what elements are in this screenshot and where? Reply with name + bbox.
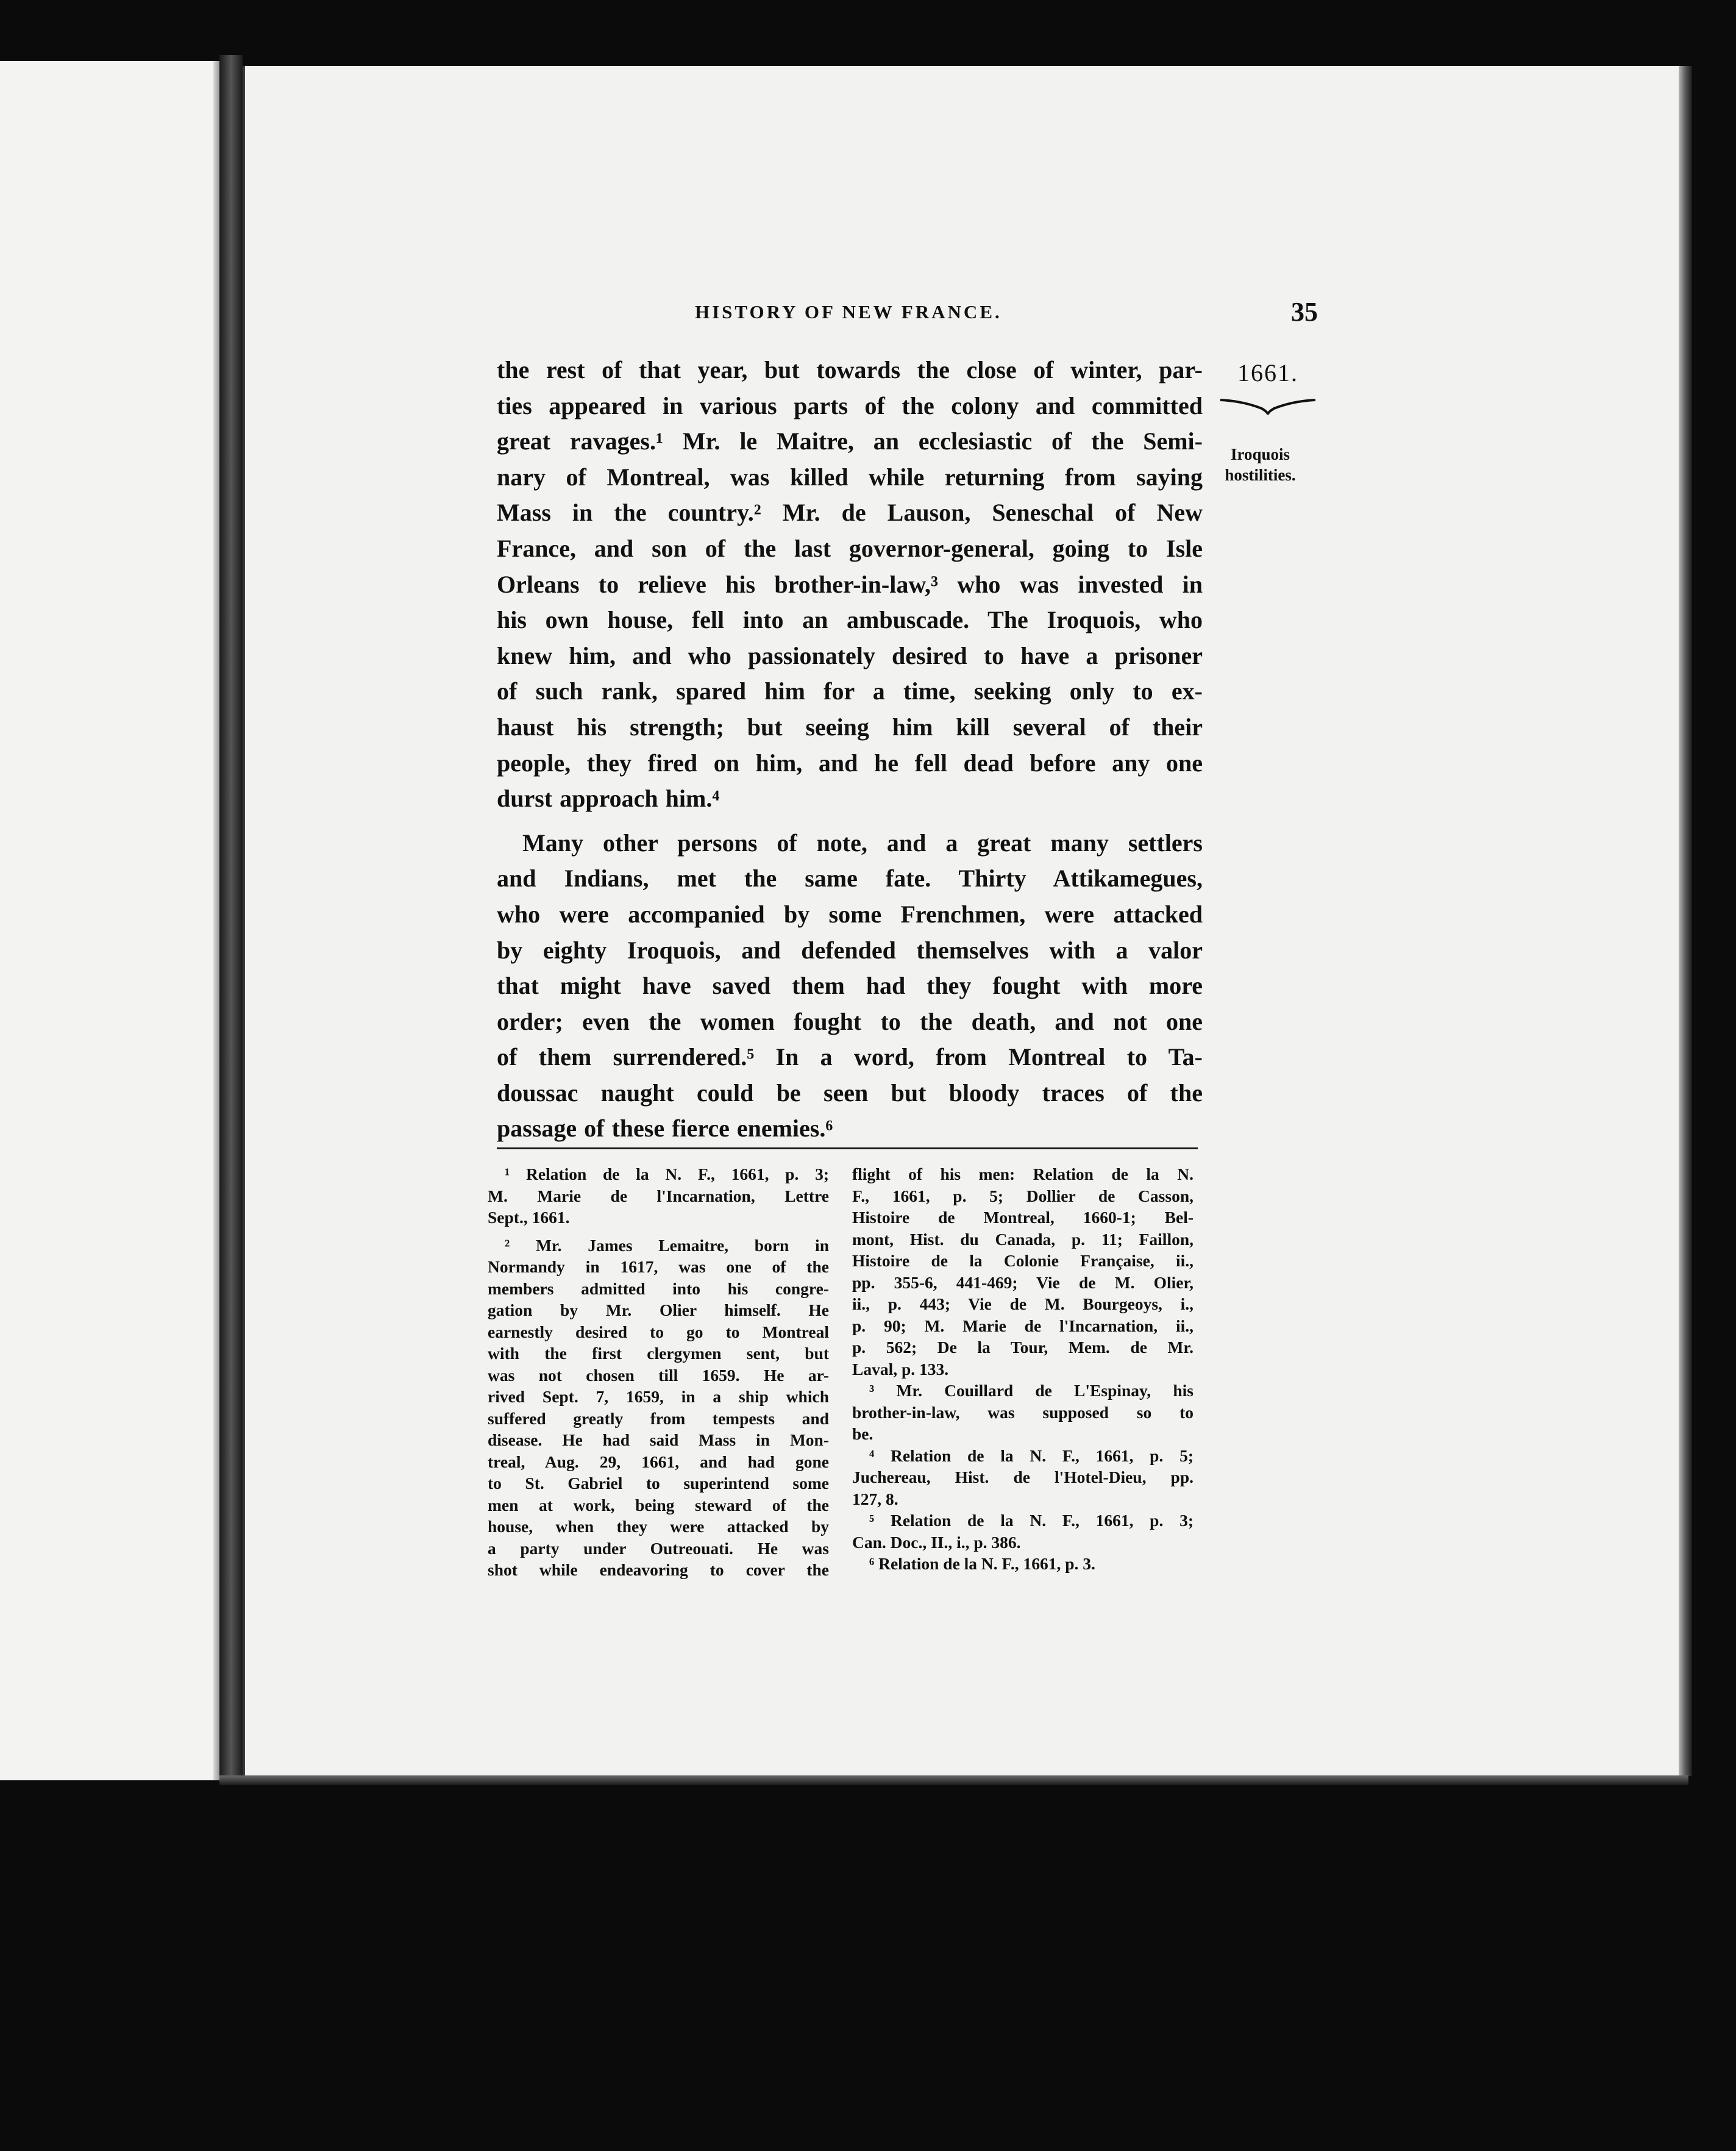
footnotes-left-column [488, 1163, 829, 1581]
footnote-line: p. 562; De la Tour, Mem. de Mr. [852, 1338, 1194, 1357]
footnote-line: ⁴ Relation de la N. F., 1661, p. 5; [869, 1446, 1194, 1465]
footnote-line: ³ Mr. Couillard de L'Espinay, his [869, 1381, 1194, 1400]
footnote-line: rived Sept. 7, 1659, in a ship which [488, 1387, 829, 1406]
footnote-line: shot while endeavoring to cover the [488, 1560, 829, 1579]
margin-note [1213, 444, 1307, 485]
footnote-line: Normandy in 1617, was one of the [488, 1257, 829, 1276]
body-line: Many other persons of note, and a great many settlers [522, 829, 1203, 857]
footnote-line: to St. Gabriel to superintend some [488, 1474, 829, 1493]
footnote-line: Juchereau, Hist. de l'Hotel-Dieu, pp. [852, 1468, 1194, 1486]
footnote-line: ¹ Relation de la N. F., 1661, p. 3; [505, 1165, 829, 1183]
footnote-line: disease. He had said Mass in Mon- [488, 1430, 829, 1449]
body-line: the rest of that year, but towards the close of winter, par- [497, 356, 1203, 383]
body-line: haust his strength; but seeing him kill several of their [497, 713, 1203, 741]
body-line: of them surrendered.⁵ In a word, from Montreal to Ta- [497, 1043, 1203, 1071]
footnote-line: M. Marie de l'Incarnation, Lettre [488, 1186, 829, 1205]
footnote-line: ⁶ Relation de la N. F., 1661, p. 3. [869, 1554, 1095, 1573]
body-line: doussac naught could be seen but bloody traces of the [497, 1079, 1203, 1107]
body-line: durst approach him.⁴ [497, 785, 720, 813]
body-line: order; even the women fought to the death, and not one [497, 1007, 1203, 1035]
footnote-line: Histoire de la Colonie Française, ii., [852, 1251, 1194, 1270]
footnote-line: ii., p. 443; Vie de M. Bourgeoys, i., [852, 1294, 1194, 1313]
book-gutter [219, 55, 243, 1780]
footnote-line: suffered greatly from tempests and [488, 1408, 829, 1428]
body-line: who were accompanied by some Frenchmen, were attacked [497, 900, 1203, 928]
footnote-line: members admitted into his congre- [488, 1279, 829, 1298]
footnote-line: pp. 355-6, 441-469; Vie de M. Olier, [852, 1272, 1194, 1292]
body-line: and Indians, met the same fate. Thirty Attikamegues, [497, 865, 1203, 893]
body-line: Orleans to relieve his brother-in-law,³ who was invested in [497, 570, 1203, 598]
footnote-line: be. [852, 1424, 873, 1443]
body-line: his own house, fell into an ambuscade. The Iroquois, who [497, 606, 1203, 634]
footnote-line: Histoire de Montreal, 1660-1; Bel- [852, 1208, 1194, 1227]
footnote-divider [497, 1147, 1198, 1149]
left-page [0, 61, 221, 1780]
footnote-line: gation by Mr. Olier himself. He [488, 1300, 829, 1319]
footnote-line: flight of his men: Relation de la N. [852, 1165, 1194, 1183]
footnote-line: treal, Aug. 29, 1661, and had gone [488, 1452, 829, 1471]
footnote-line: ⁵ Relation de la N. F., 1661, p. 3; [869, 1511, 1194, 1530]
footnote-line: p. 90; M. Marie de l'Incarnation, ii., [852, 1316, 1194, 1335]
margin-brace-icon [1219, 395, 1317, 416]
body-line: of such rank, spared him for a time, seeking only to ex- [497, 677, 1203, 705]
body-line: Mass in the country.² Mr. de Lauson, Seneschal of New [497, 499, 1203, 527]
body-line: passage of these fierce enemies.⁶ [497, 1115, 833, 1143]
footnote-gap [488, 1229, 829, 1235]
footnote-line: was not chosen till 1659. He ar- [488, 1365, 829, 1385]
page-number: 35 [1291, 297, 1318, 327]
footnote-line: Laval, p. 133. [852, 1359, 949, 1379]
footnote-line: Sept., 1661. [488, 1208, 570, 1227]
page-bottom-edge [219, 1775, 1688, 1785]
main-text [497, 352, 1203, 1147]
margin-year: 1661. [1237, 359, 1298, 387]
body-line: France, and son of the last governor-general, going to Isle [497, 534, 1203, 562]
footnote-line: ² Mr. James Lemaitre, born in [505, 1235, 829, 1255]
body-line: that might have saved them had they fought with more [497, 972, 1203, 1000]
footnote-line: with the first clergymen sent, but [488, 1344, 829, 1363]
left-page-edge [213, 61, 219, 1780]
footnote-line: F., 1661, p. 5; Dollier de Casson, [852, 1186, 1194, 1205]
body-line: knew him, and who passionately desired to have a prisoner [497, 641, 1203, 669]
footnotes-right-column [852, 1163, 1194, 1575]
footnote-line: house, when they were attacked by [488, 1517, 829, 1536]
body-line: by eighty Iroquois, and defended themselves with a valor [497, 936, 1203, 964]
footnote-line: Can. Doc., II., i., p. 386. [852, 1532, 1021, 1552]
footnote-line: brother-in-law, was supposed so to [852, 1402, 1194, 1422]
body-line: people, they fired on him, and he fell dead before any one [497, 749, 1203, 777]
body-line: nary of Montreal, was killed while returning from saying [497, 463, 1203, 491]
footnote-line: earnestly desired to go to Montreal [488, 1322, 829, 1341]
footnote-line: men at work, being steward of the [488, 1495, 829, 1514]
body-line: ties appeared in various parts of the colony and committed [497, 391, 1203, 419]
paragraph-gap [497, 817, 1203, 826]
footnote-line: 127, 8. [852, 1489, 898, 1508]
margin-note-line1: Iroquois [1230, 445, 1290, 463]
margin-note-line2: hostilities. [1225, 466, 1296, 484]
footnote-line: mont, Hist. du Canada, p. 11; Faillon, [852, 1229, 1194, 1249]
footnote-line: a party under Outreouati. He was [488, 1538, 829, 1558]
body-line: great ravages.¹ Mr. le Maitre, an ecclesiastic of the Semi- [497, 427, 1203, 455]
running-head: HISTORY OF NEW FRANCE. [695, 301, 1002, 323]
